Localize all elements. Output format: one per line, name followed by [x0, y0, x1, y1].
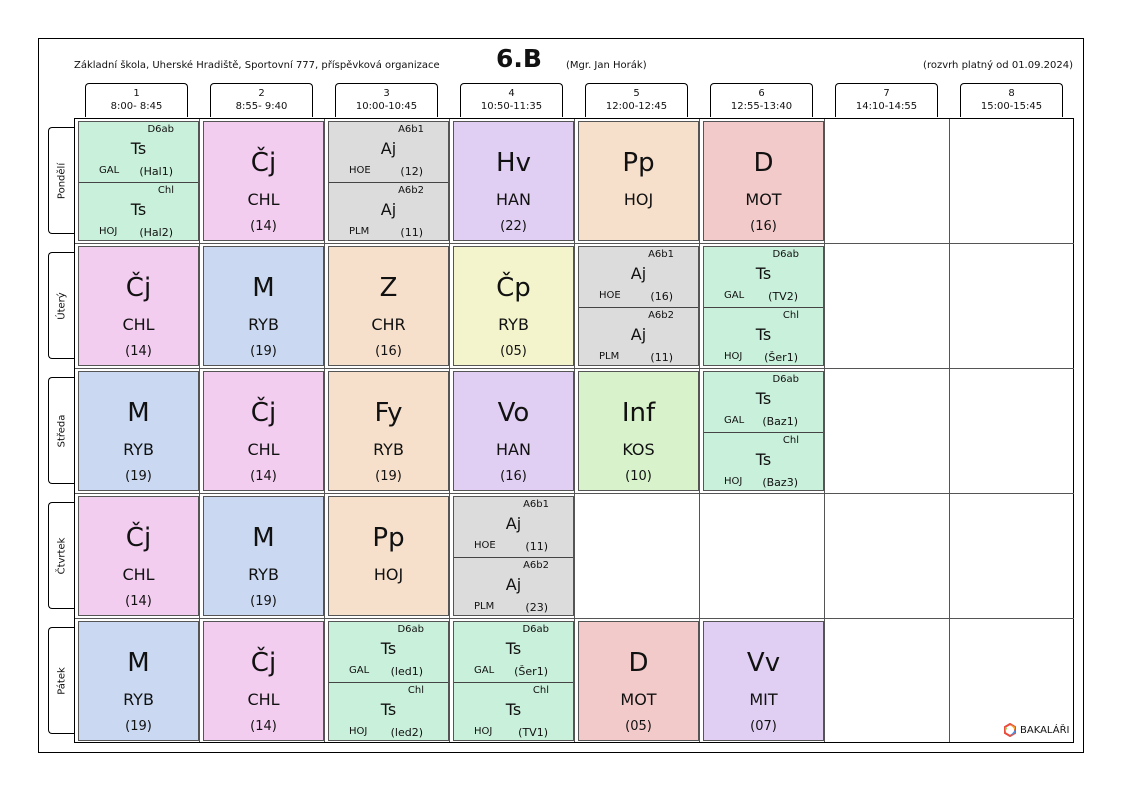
- lesson-room: (Šer1): [514, 665, 548, 678]
- lesson-subject: Pp: [622, 148, 655, 178]
- group-label: Chl: [532, 685, 549, 696]
- lesson-teacher: GAL: [724, 415, 745, 426]
- lesson-teacher: HOJ: [623, 190, 654, 209]
- lesson-subject: Čj: [250, 648, 277, 678]
- lesson-teacher: RYB: [123, 690, 154, 709]
- class-name: 6.B: [496, 44, 542, 73]
- lesson-subject: Ts: [130, 200, 147, 219]
- lesson-subject: Ts: [755, 325, 772, 344]
- lesson-room: (Hal1): [139, 165, 173, 178]
- period-number: 7: [883, 88, 890, 99]
- lesson-subject: Ts: [755, 389, 772, 408]
- lesson-teacher: MIT: [749, 690, 778, 709]
- lesson-subject: Vo: [497, 398, 530, 428]
- lesson[interactable]: [203, 371, 324, 491]
- lesson-subject: Aj: [380, 200, 397, 219]
- timetable-cell: [825, 369, 950, 494]
- lesson-room: (07): [750, 719, 777, 734]
- lesson-group[interactable]: [329, 122, 448, 182]
- lesson-split[interactable]: [453, 621, 574, 741]
- lesson-room: (11): [525, 540, 548, 553]
- lesson[interactable]: [703, 121, 824, 241]
- timetable-cell: [825, 119, 950, 244]
- lesson-group[interactable]: [704, 372, 823, 432]
- day-name: Pátek: [56, 666, 68, 695]
- period-header-7: [835, 83, 938, 117]
- lesson-subject: Inf: [621, 398, 656, 428]
- group-label: A6b2: [523, 560, 549, 571]
- lesson-subject: Fy: [374, 398, 403, 428]
- lesson-room: (19): [125, 719, 152, 734]
- lesson-room: (11): [650, 351, 673, 364]
- lesson[interactable]: [203, 621, 324, 741]
- period-number: 1: [133, 88, 140, 99]
- lesson-teacher: MOT: [745, 190, 782, 209]
- lesson-group[interactable]: [579, 247, 698, 307]
- lesson-teacher: CHL: [247, 440, 280, 459]
- lesson[interactable]: [78, 621, 199, 741]
- period-time: 10:00-10:45: [355, 101, 418, 112]
- group-label: A6b1: [648, 249, 674, 260]
- lesson-group[interactable]: [704, 247, 823, 307]
- lesson-subject: Vv: [746, 648, 781, 678]
- lesson-teacher: HOE: [349, 165, 371, 176]
- period-time: 12:55-13:40: [730, 101, 793, 112]
- timetable-cell: [825, 494, 950, 619]
- lesson-subject: Ts: [755, 264, 772, 283]
- lesson-teacher: HOE: [599, 290, 621, 301]
- lesson-room: (16): [375, 344, 402, 359]
- lesson[interactable]: [328, 496, 449, 616]
- lesson-teacher: KOS: [622, 440, 655, 459]
- lesson[interactable]: [203, 246, 324, 366]
- group-label: D6ab: [397, 624, 424, 635]
- day-header-0: [48, 127, 75, 234]
- lesson-teacher: HOJ: [724, 351, 743, 362]
- lesson-subject: Ts: [130, 139, 147, 158]
- timetable-cell: [825, 244, 950, 369]
- lesson-teacher: RYB: [373, 440, 404, 459]
- period-header-3: [335, 83, 438, 117]
- lesson-teacher: CHL: [247, 190, 280, 209]
- period-header-8: [960, 83, 1063, 117]
- period-number: 8: [1008, 88, 1015, 99]
- lesson-group[interactable]: [79, 122, 198, 182]
- lesson-teacher: HOJ: [373, 565, 404, 584]
- lesson-subject: Z: [379, 273, 398, 303]
- period-header-5: [585, 83, 688, 117]
- lesson-group[interactable]: [454, 682, 573, 741]
- lesson-split[interactable]: [703, 246, 824, 366]
- day-name: Úterý: [56, 291, 68, 320]
- logo-text: BAKALÁŘI: [1020, 724, 1070, 736]
- period-header-4: [460, 83, 563, 117]
- period-number: 5: [633, 88, 640, 99]
- day-name: Pondělí: [56, 162, 68, 199]
- lesson-group[interactable]: [329, 182, 448, 241]
- lesson-subject: M: [127, 648, 150, 678]
- timetable-cell: [700, 494, 825, 619]
- period-time: 15:00-15:45: [980, 101, 1043, 112]
- lesson-subject: Čj: [250, 398, 277, 428]
- lesson[interactable]: [328, 246, 449, 366]
- lesson-subject: Pp: [372, 523, 405, 553]
- lesson-subject: Ts: [755, 450, 772, 469]
- lesson[interactable]: [203, 121, 324, 241]
- lesson-room: (19): [125, 469, 152, 484]
- day-header-3: [48, 502, 75, 609]
- period-number: 3: [383, 88, 390, 99]
- lesson-subject: M: [252, 523, 275, 553]
- lesson-teacher: MOT: [620, 690, 657, 709]
- lesson-teacher: CHR: [371, 315, 406, 334]
- lesson-group[interactable]: [579, 307, 698, 366]
- lesson-subject: Ts: [380, 639, 397, 658]
- lesson-subject: Aj: [380, 139, 397, 158]
- lesson-group[interactable]: [454, 497, 573, 557]
- timetable-cell: [575, 494, 700, 619]
- lesson-room: (14): [250, 719, 277, 734]
- lesson-room: (TV2): [768, 290, 798, 303]
- lesson-room: (16): [500, 469, 527, 484]
- lesson-teacher: HOJ: [724, 476, 743, 487]
- valid-from: (rozvrh platný od 01.09.2024): [923, 60, 1073, 71]
- timetable-cell: [950, 119, 1074, 244]
- lesson-teacher: CHL: [247, 690, 280, 709]
- lesson-subject: Čj: [125, 273, 152, 303]
- lesson-teacher: GAL: [724, 290, 745, 301]
- lesson-subject: Ts: [505, 639, 522, 658]
- day-header-2: [48, 377, 75, 484]
- lesson-room: (16): [650, 290, 673, 303]
- lesson-group[interactable]: [329, 682, 448, 741]
- lesson-teacher: PLM: [474, 601, 495, 612]
- lesson-teacher: GAL: [349, 665, 370, 676]
- lesson-room: (led2): [390, 726, 423, 739]
- lesson-subject: Ts: [380, 700, 397, 719]
- lesson-subject: D: [628, 648, 649, 678]
- lesson-room: (05): [500, 344, 527, 359]
- period-number: 2: [258, 88, 265, 99]
- group-label: Chl: [157, 185, 174, 196]
- lesson-subject: Čj: [125, 523, 152, 553]
- lesson-room: (Baz3): [762, 476, 798, 489]
- lesson-room: (Hal2): [139, 226, 173, 239]
- lesson-room: (12): [400, 165, 423, 178]
- lesson-group[interactable]: [704, 307, 823, 366]
- period-number: 6: [758, 88, 765, 99]
- lesson-teacher: GAL: [99, 165, 120, 176]
- lesson-teacher: GAL: [474, 665, 495, 676]
- day-header-4: [48, 627, 75, 734]
- lesson-room: (Baz1): [762, 415, 798, 428]
- group-label: Chl: [782, 435, 799, 446]
- group-label: A6b2: [398, 185, 424, 196]
- lesson-room: (05): [625, 719, 652, 734]
- lesson[interactable]: [78, 246, 199, 366]
- group-label: D6ab: [522, 624, 549, 635]
- lesson-room: (Šer1): [764, 351, 798, 364]
- lesson-split[interactable]: [78, 121, 199, 241]
- day-name: Čtvrtek: [56, 537, 68, 574]
- lesson-subject: Hv: [496, 148, 531, 178]
- lesson[interactable]: [78, 371, 199, 491]
- lesson[interactable]: [328, 371, 449, 491]
- lesson-teacher: PLM: [599, 351, 620, 362]
- lesson[interactable]: [453, 121, 574, 241]
- lesson[interactable]: [578, 371, 699, 491]
- lesson-room: (22): [500, 219, 527, 234]
- group-label: A6b2: [648, 310, 674, 321]
- bakalari-logo: [1003, 723, 1069, 737]
- lesson-room: (19): [375, 469, 402, 484]
- day-header-1: [48, 252, 75, 359]
- lesson[interactable]: [578, 121, 699, 241]
- lesson[interactable]: [203, 496, 324, 616]
- lesson-room: (14): [250, 469, 277, 484]
- school-name: Základní škola, Uherské Hradiště, Sportovní 777, příspěvková organizace: [74, 60, 440, 71]
- lesson-subject: Aj: [505, 514, 522, 533]
- lesson[interactable]: [453, 246, 574, 366]
- group-label: A6b1: [398, 124, 424, 135]
- lesson-group[interactable]: [329, 622, 448, 682]
- day-name: Středa: [56, 414, 68, 447]
- group-label: D6ab: [772, 374, 799, 385]
- lesson-group[interactable]: [79, 182, 198, 241]
- lesson-split[interactable]: [328, 621, 449, 741]
- lesson-subject: D: [753, 148, 774, 178]
- lesson-teacher: HOJ: [349, 726, 368, 737]
- period-header-6: [710, 83, 813, 117]
- lesson-subject: M: [127, 398, 150, 428]
- lesson-teacher: CHL: [122, 565, 155, 584]
- lesson-room: (19): [250, 594, 277, 609]
- timetable-grid: [74, 118, 1074, 743]
- group-label: D6ab: [772, 249, 799, 260]
- period-header-2: [210, 83, 313, 117]
- timetable-cell: [950, 369, 1074, 494]
- lesson[interactable]: [703, 621, 824, 741]
- lesson-room: (led1): [390, 665, 423, 678]
- timetable-cell: [950, 244, 1074, 369]
- class-teacher: (Mgr. Jan Horák): [566, 60, 647, 71]
- timetable-cell: [950, 494, 1074, 619]
- lesson-room: (19): [250, 344, 277, 359]
- lesson-room: (10): [625, 469, 652, 484]
- period-time: 8:55- 9:40: [235, 101, 288, 112]
- lesson-group[interactable]: [454, 622, 573, 682]
- lesson-subject: Aj: [630, 325, 647, 344]
- period-time: 8:00- 8:45: [110, 101, 163, 112]
- lesson-teacher: HAN: [496, 190, 531, 209]
- lesson-teacher: RYB: [123, 440, 154, 459]
- lesson-teacher: RYB: [248, 315, 279, 334]
- lesson-teacher: HOJ: [474, 726, 493, 737]
- lesson-teacher: HOJ: [99, 226, 118, 237]
- timetable-cell: [825, 619, 950, 742]
- lesson[interactable]: [453, 371, 574, 491]
- bakalari-logo-icon: [1003, 723, 1017, 737]
- lesson-split[interactable]: [578, 246, 699, 366]
- lesson-room: (14): [250, 219, 277, 234]
- lesson[interactable]: [578, 621, 699, 741]
- group-label: Chl: [782, 310, 799, 321]
- lesson-subject: Ts: [505, 700, 522, 719]
- lesson-group[interactable]: [704, 432, 823, 491]
- lesson-teacher: PLM: [349, 226, 370, 237]
- lesson-room: (16): [750, 219, 777, 234]
- period-time: 10:50-11:35: [480, 101, 543, 112]
- period-time: 14:10-14:55: [855, 101, 918, 112]
- lesson-room: (14): [125, 594, 152, 609]
- group-label: A6b1: [523, 499, 549, 510]
- lesson-split[interactable]: [453, 496, 574, 616]
- lesson-split[interactable]: [328, 121, 449, 241]
- lesson-room: (14): [125, 344, 152, 359]
- lesson-subject: Čp: [496, 273, 531, 303]
- lesson-teacher: CHL: [122, 315, 155, 334]
- lesson-teacher: HAN: [496, 440, 531, 459]
- period-header-1: [85, 83, 188, 117]
- lesson-room: (TV1): [518, 726, 548, 739]
- period-time: 12:00-12:45: [605, 101, 668, 112]
- group-label: Chl: [407, 685, 424, 696]
- lesson-split[interactable]: [703, 371, 824, 491]
- lesson-group[interactable]: [454, 557, 573, 616]
- lesson-subject: Čj: [250, 148, 277, 178]
- lesson-room: (23): [525, 601, 548, 614]
- group-label: D6ab: [147, 124, 174, 135]
- lesson-subject: M: [252, 273, 275, 303]
- lesson-subject: Aj: [630, 264, 647, 283]
- lesson-teacher: RYB: [248, 565, 279, 584]
- period-number: 4: [508, 88, 515, 99]
- lesson-teacher: RYB: [498, 315, 529, 334]
- lesson-teacher: HOE: [474, 540, 496, 551]
- lesson-room: (11): [400, 226, 423, 239]
- lesson[interactable]: [78, 496, 199, 616]
- lesson-subject: Aj: [505, 575, 522, 594]
